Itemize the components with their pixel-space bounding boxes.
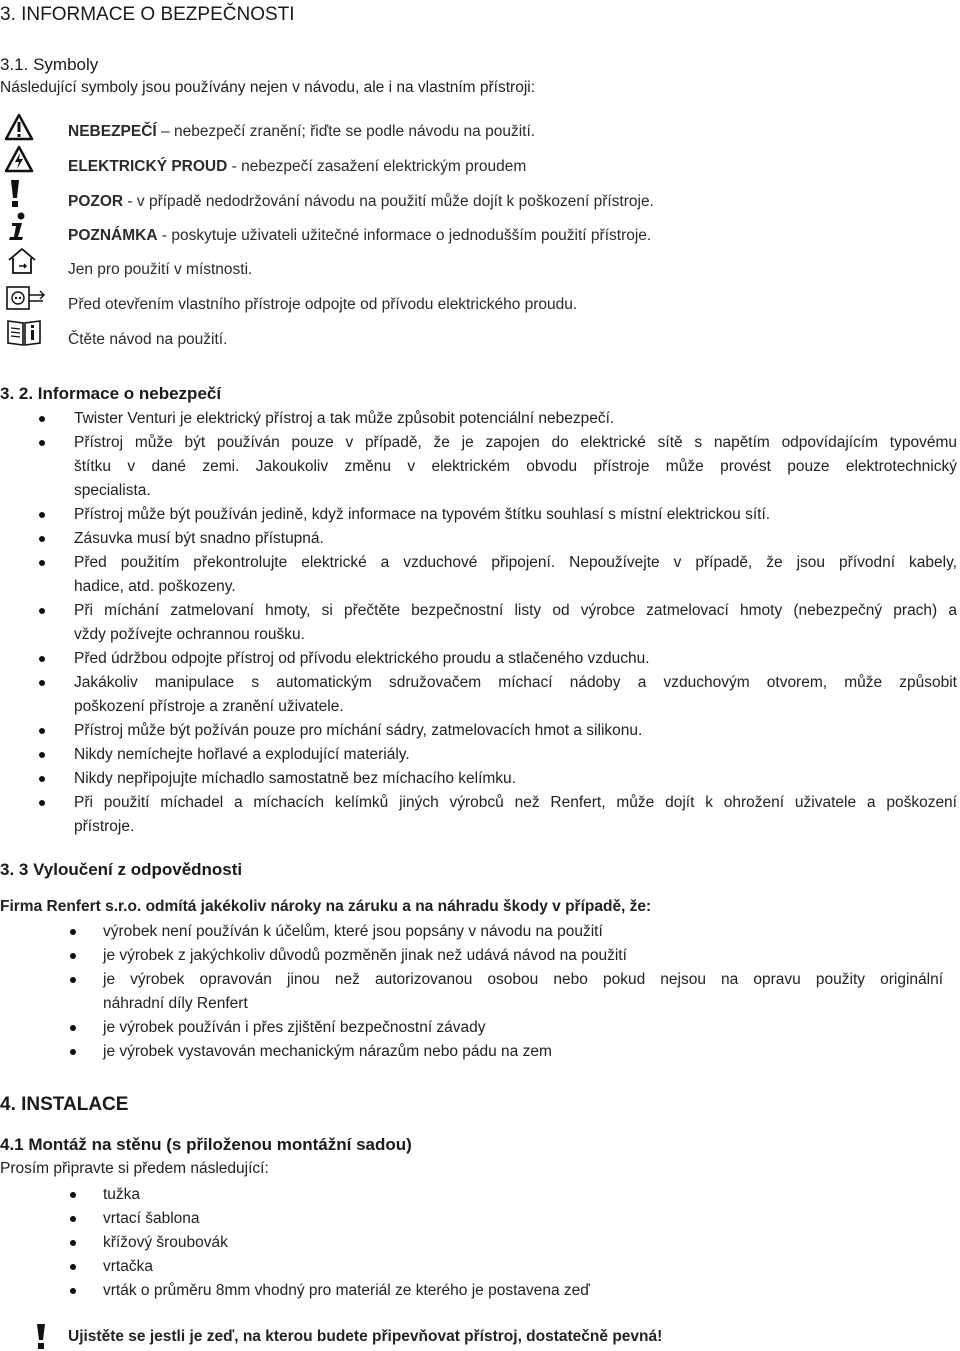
bullet-icon bbox=[39, 560, 45, 566]
list-item-text: Twister Venturi je elektrický přístroj a tak může způsobit potenciální nebezpečí. bbox=[74, 410, 615, 427]
bullet-icon bbox=[70, 1264, 76, 1270]
list-item bbox=[0, 1016, 960, 1040]
bullet-icon bbox=[70, 1240, 76, 1246]
list-item bbox=[0, 1255, 960, 1279]
list-item bbox=[0, 743, 960, 767]
electric-hazard-icon bbox=[4, 145, 34, 173]
list-item bbox=[0, 551, 960, 599]
section-3-2-title: 3. 2. Informace o nebezpečí bbox=[0, 384, 222, 403]
exclamation-icon bbox=[8, 178, 22, 208]
tools-intro: Prosím připravte si předem následující: bbox=[0, 1160, 269, 1177]
list-item-text: Nikdy nemíchejte hořlavé a explodující materiály. bbox=[74, 746, 410, 763]
list-item-text: přístroje. bbox=[74, 818, 135, 835]
bullet-icon bbox=[39, 680, 45, 686]
section-4-1-title: 4.1 Montáž na stěnu (s přiloženou montážní sadou) bbox=[0, 1135, 412, 1154]
list-item-text: Zásuvka musí být snadno přístupná. bbox=[74, 530, 324, 547]
list-item-text: specialista. bbox=[74, 482, 151, 499]
symbol-unplug: Před otevřením vlastního přístroje odpojte od přívodu elektrického proudu. bbox=[68, 296, 578, 313]
symbol-note: POZNÁMKA - poskytuje uživateli užitečné informace o jednodušším použití přístroje. bbox=[68, 227, 652, 244]
list-item-text: je výrobek opravován jinou než autorizovanou osobou nebo pokud nejsou na opravu použity originální bbox=[103, 971, 943, 988]
liability-intro: Firma Renfert s.r.o. odmítá jakékoliv nároky na záruku a na náhradu škody v případě, že: bbox=[0, 898, 652, 915]
list-item bbox=[0, 791, 960, 839]
list-item-text: Přístroj může být používán pouze v případě, že je zapojen do elektrické sítě s napětím odpovídajícím typovému bbox=[74, 434, 957, 451]
tools-list bbox=[0, 1183, 960, 1303]
symbol-caution: POZOR - v případě nedodržování návodu na použití může dojít k poškození přístroje. bbox=[68, 193, 654, 210]
list-item bbox=[0, 944, 960, 968]
list-item-text: tužka bbox=[103, 1186, 141, 1203]
symbols-intro: Následující symboly jsou používány nejen v návodu, ale i na vlastním přístroji: bbox=[0, 79, 536, 96]
list-item bbox=[0, 1040, 960, 1064]
bullet-icon bbox=[39, 728, 45, 734]
list-item-text: Přístroj může být požíván pouze pro míchání sádry, zatmelovacích hmot a silikonu. bbox=[74, 722, 643, 739]
list-item-text: Před údržbou odpojte přístroj od přívodu elektrického proudu a stlačeného vzduchu. bbox=[74, 650, 650, 667]
list-item-text: Nikdy nepřipojujte míchadlo samostatně bez míchacího kelímku. bbox=[74, 770, 516, 787]
list-item bbox=[0, 719, 960, 743]
list-item bbox=[0, 503, 960, 527]
section-3-3-title: 3. 3 Vyloučení z odpovědnosti bbox=[0, 860, 243, 879]
list-item-text: Před použitím překontrolujte elektrické a vzduchové připojení. Nepoužívejte v případě, že jsou přívodní kabely, bbox=[74, 554, 957, 571]
symbol-danger: NEBEZPEČÍ – nebezpečí zranění; řiďte se podle návodu na použití. bbox=[68, 123, 536, 140]
list-item bbox=[0, 431, 960, 503]
list-item-text: Jakákoliv manipulace s automatickým sdružovačem míchací nádoby a vzduchovým otvorem, může způsobit bbox=[74, 674, 957, 691]
bullet-icon bbox=[39, 536, 45, 542]
list-item bbox=[0, 968, 960, 1016]
symbol-read-manual: Čtěte návod na použití. bbox=[68, 331, 228, 348]
list-item bbox=[0, 1207, 960, 1231]
list-item bbox=[0, 599, 960, 647]
list-item-text: je výrobek z jakýchkoliv důvodů pozměněn jinak než udává návod na použití bbox=[103, 947, 627, 964]
liability-list bbox=[0, 920, 960, 1064]
list-item bbox=[0, 920, 960, 944]
list-item-text: štítku v dané zemi. Jakoukoliv změnu v elektrickém obvodu přístroje může provést pouze elektrotechnický bbox=[74, 458, 957, 475]
bullet-icon bbox=[70, 1049, 76, 1055]
list-item-text: je výrobek používán i přes zjištění bezpečnostní závady bbox=[103, 1019, 486, 1036]
list-item-text: poškození přístroje a zranění uživatele. bbox=[74, 698, 344, 715]
list-item bbox=[0, 671, 960, 719]
list-item bbox=[0, 1279, 960, 1303]
list-item bbox=[0, 527, 960, 551]
exclamation-icon bbox=[34, 1322, 48, 1350]
read-manual-icon bbox=[6, 317, 42, 347]
danger-warning-icon bbox=[4, 113, 34, 141]
unplug-before-opening-icon bbox=[5, 283, 47, 313]
list-item-text: hadice, atd. poškozeny. bbox=[74, 578, 236, 595]
hazard-list bbox=[0, 407, 960, 839]
list-item-text: křížový šroubovák bbox=[103, 1234, 228, 1251]
bullet-icon bbox=[70, 1025, 76, 1031]
bullet-icon bbox=[70, 929, 76, 935]
list-item bbox=[0, 407, 960, 431]
symbol-indoor: Jen pro použití v místnosti. bbox=[68, 261, 253, 278]
bullet-icon bbox=[70, 977, 76, 983]
list-item-text: Při míchání zatmelovaní hmoty, si přečtěte bezpečnostní listy od výrobce zatmelovací hmoty (nebezpečný prach) a bbox=[74, 602, 957, 619]
list-item-text: vrtací šablona bbox=[103, 1210, 200, 1227]
list-item-text: je výrobek vystavován mechanickým nárazům nebo pádu na zem bbox=[103, 1043, 552, 1060]
list-item-text: vždy požívejte ochrannou roušku. bbox=[74, 626, 305, 643]
list-item-text: vrták o průměru 8mm vhodný pro materiál ze kterého je postavena zeď bbox=[103, 1282, 590, 1299]
bullet-icon bbox=[39, 416, 45, 422]
bullet-icon bbox=[39, 440, 45, 446]
bullet-icon bbox=[70, 1288, 76, 1294]
list-item-text: vrtačka bbox=[103, 1258, 153, 1275]
info-note-icon bbox=[6, 212, 32, 242]
section-4-title: 4. INSTALACE bbox=[0, 1094, 129, 1115]
wall-strength-warning: Ujistěte se jestli je zeď, na kterou budete připevňovat přístroj, dostatečně pevná! bbox=[68, 1328, 663, 1345]
list-item bbox=[0, 767, 960, 791]
list-item-text: Při použití míchadel a míchacích kelímků jiných výrobců než Renfert, může dojít k ohrožení uživatele a poškození bbox=[74, 794, 957, 811]
list-item bbox=[0, 1231, 960, 1255]
symbol-electric: ELEKTRICKÝ PROUD - nebezpečí zasažení elektrickým proudem bbox=[68, 158, 527, 175]
list-item-text: výrobek není používán k účelům, které jsou popsány v návodu na použití bbox=[103, 923, 603, 940]
list-item bbox=[0, 1183, 960, 1207]
bullet-icon bbox=[39, 656, 45, 662]
bullet-icon bbox=[70, 1192, 76, 1198]
section-3-1-title: 3.1. Symboly bbox=[0, 55, 99, 74]
list-item-text: Přístroj může být používán jedině, když informace na typovém štítku souhlasí s místní elektrickou sítí. bbox=[74, 506, 771, 523]
bullet-icon bbox=[39, 800, 45, 806]
section-3-title: 3. INFORMACE O BEZPEČNOSTI bbox=[0, 4, 295, 25]
list-item bbox=[0, 647, 960, 671]
bullet-icon bbox=[70, 1216, 76, 1222]
indoor-use-icon bbox=[6, 246, 40, 276]
bullet-icon bbox=[39, 512, 45, 518]
bullet-icon bbox=[70, 953, 76, 959]
bullet-icon bbox=[39, 608, 45, 614]
bullet-icon bbox=[39, 776, 45, 782]
list-item-text: náhradní díly Renfert bbox=[103, 995, 248, 1012]
bullet-icon bbox=[39, 752, 45, 758]
